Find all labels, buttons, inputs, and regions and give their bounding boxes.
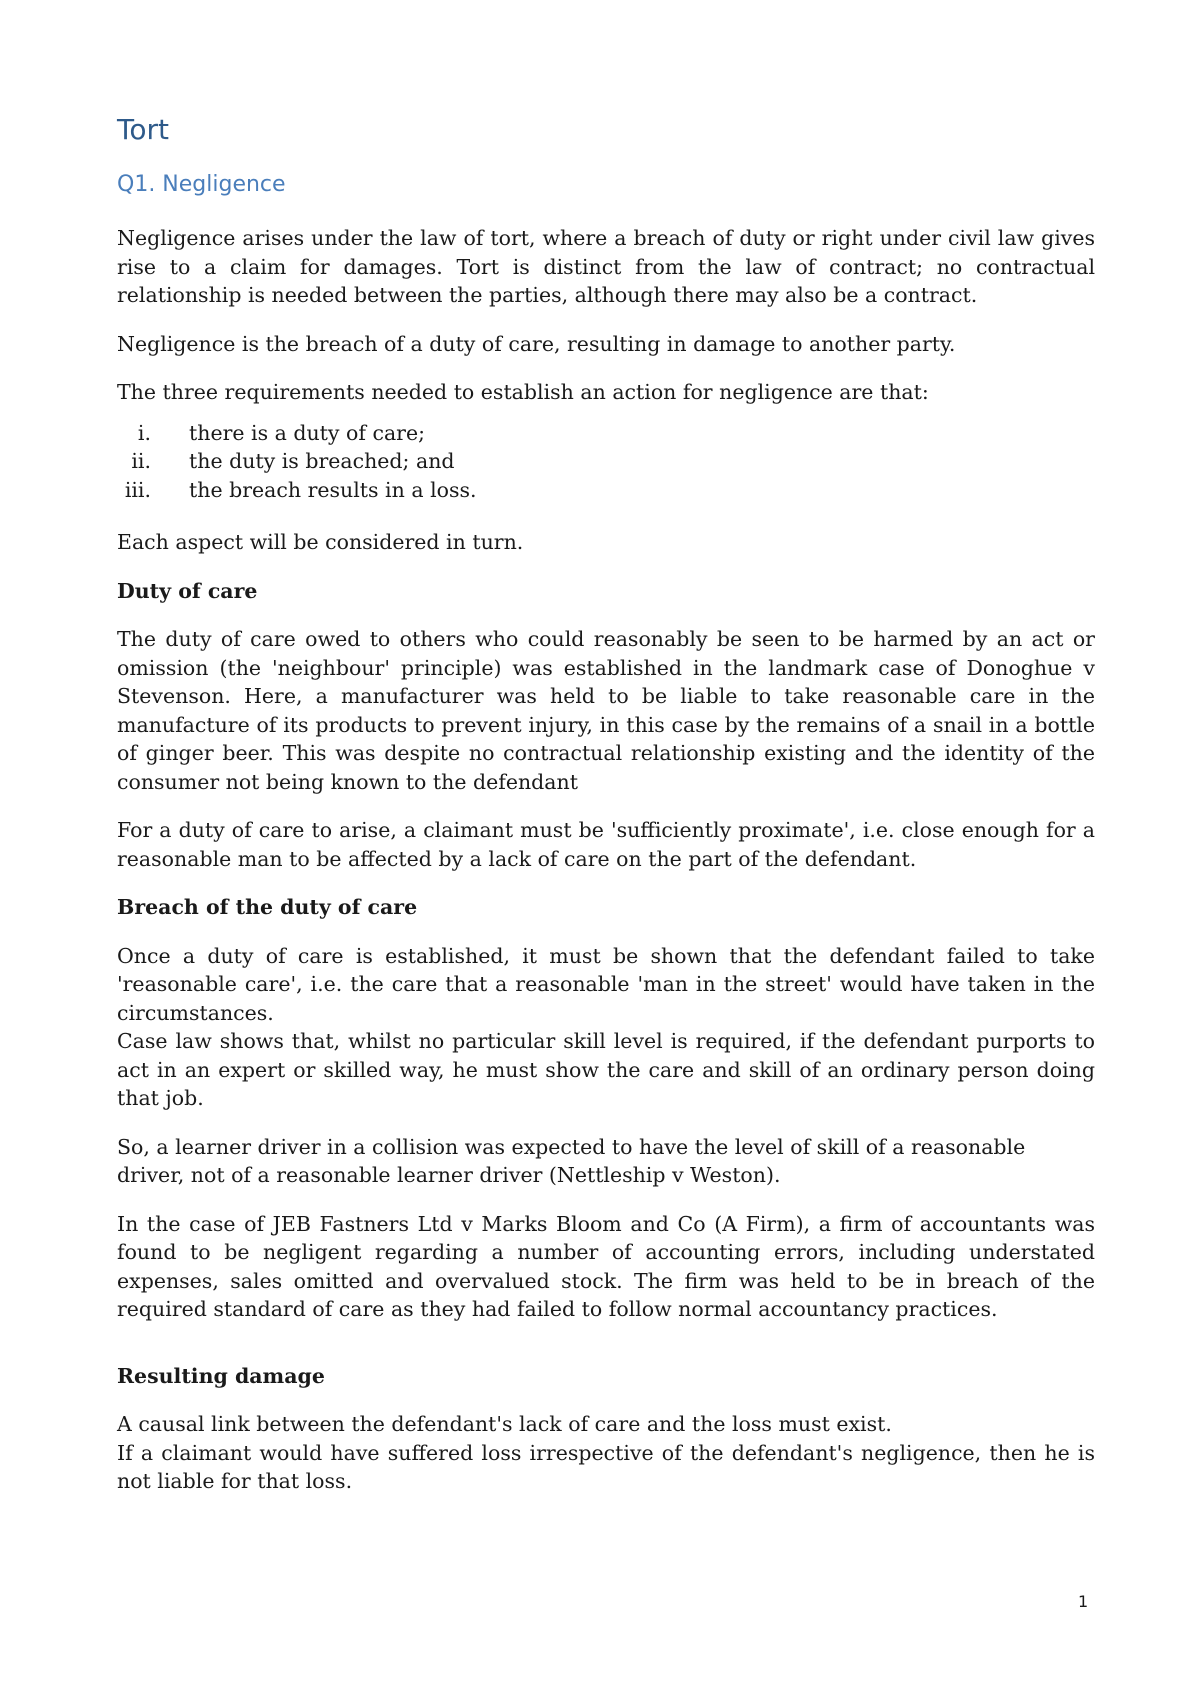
breach-heading: Breach of the duty of care [117,895,418,919]
resulting-damage-heading: Resulting damage [117,1363,325,1388]
causal-link-paragraph: A causal link between the defendant's lack of care and the loss must exist. [117,1412,892,1436]
list-text: the duty is breached; and [189,449,455,473]
document-title: Tort [117,113,169,146]
each-aspect-paragraph: Each aspect will be considered in turn. [117,530,524,554]
intro-paragraph: Negligence arises under the law of tort, where a breach of duty or right under civil law gives rise to a claim for damages. Tort is distinct from the law of contract; no contractual relationship is needed between the parties, although there may also be a contract. [117,226,1095,307]
document-page [117,112,1095,1516]
requirements-list [117,419,1095,505]
jeb-fastners-paragraph: In the case of JEB Fastners Ltd v Marks Bloom and Co (A Firm), a firm of accountants was found to be negligent regarding a number of accounting errors, including understated expenses, sales omitted and overvalued stock. The firm was held to be in breach of the required standard of care as they had failed to follow normal accountancy practices. [117,1211,1095,1321]
list-item [117,447,1095,476]
case-law-paragraph: Case law shows that, whilst no particular skill level is required, if the defendant purports to act in an expert or skilled way, he must show the care and skill of an ordinary person doing that job. [117,1029,1095,1110]
list-item [117,476,1095,505]
list-number: i. [137,420,151,445]
section-spacer [117,1344,1095,1362]
duty-of-care-paragraph: The duty of care owed to others who could reasonably be seen to be harmed by an act or omission (the 'neighbour' principle) was established in the landmark case of Donoghue v Stevenson. Here, a manufacturer was held to be liable to take reasonable care in the manufacture of its products to prevent injury, in this case by the remains of a snail in a bottle of ginger beer. This was despite no contractual relationship existing and the identity of the consumer not being known to the defendant [117,627,1095,794]
proximity-paragraph: For a duty of care to arise, a claimant must be 'sufficiently proximate', i.e. close enough for a reasonable man to be affected by a lack of care on the part of the defendant. [117,818,1095,871]
requirements-lead: The three requirements needed to establish an action for negligence are that: [117,380,929,404]
list-text: the breach results in a loss. [189,477,477,502]
list-number: ii. [131,449,151,473]
definition-paragraph: Negligence is the breach of a duty of care, resulting in damage to another party. [117,331,956,356]
irrespective-loss-paragraph: If a claimant would have suffered loss irrespective of the defendant's negligence, then he is not liable for that loss. [117,1440,1095,1493]
learner-driver-paragraph: So, a learner driver in a collision was expected to have the level of skill of a reasonable driver, not of a reasonable learner driver (Nettleship v Weston). [117,1134,1026,1187]
list-item [117,419,1095,448]
list-text: there is a duty of care; [189,420,426,445]
list-number: iii. [124,477,151,502]
section-title: Q1. Negligence [117,172,286,197]
breach-paragraph: Once a duty of care is established, it must be shown that the defendant failed to take 'reasonable care', i.e. the care that a reasonable 'man in the street' would have taken in the circumstances. [117,943,1095,1025]
page-number: 1 [1078,1592,1089,1611]
duty-of-care-heading: Duty of care [117,578,258,603]
